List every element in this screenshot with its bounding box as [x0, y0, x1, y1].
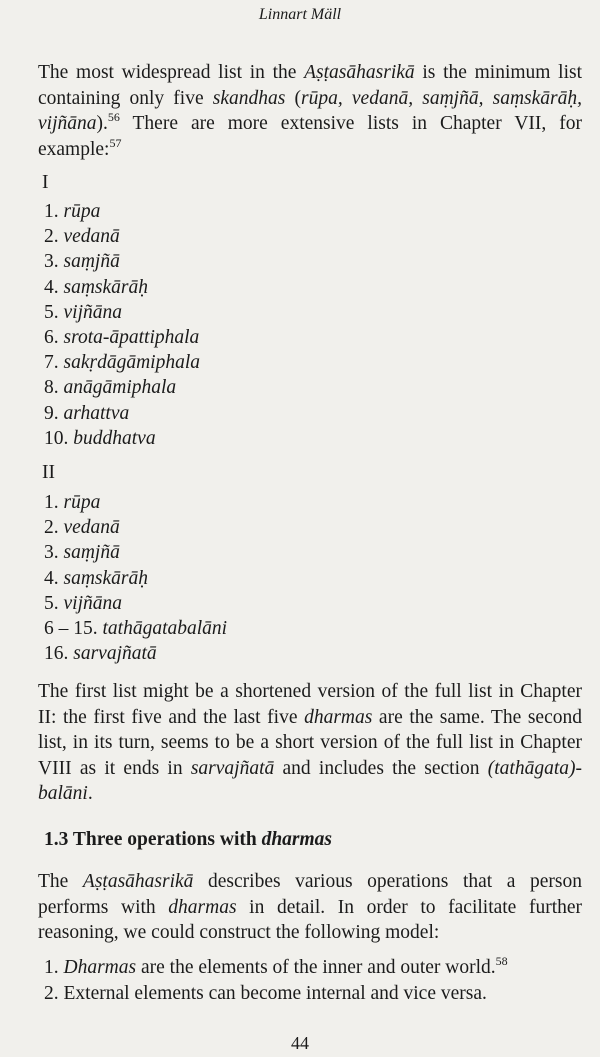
operations-term-dharmas: dharmas: [168, 896, 237, 918]
intro-text-4: ).: [96, 113, 108, 134]
list-item-term: rūpa: [63, 201, 101, 222]
list-item: [44, 515, 227, 540]
list-item-number: 3.: [44, 542, 64, 564]
list-item-term: saṃjñā: [63, 251, 120, 273]
list-item: [44, 224, 200, 249]
list-item: [44, 249, 200, 274]
list-item-number: 5.: [44, 592, 64, 614]
list-item-number: 8.: [44, 377, 64, 399]
list-two-heading: II: [42, 462, 55, 483]
list-item-number: 1.: [44, 492, 64, 513]
operations-paragraph: [38, 869, 582, 946]
footnote-ref-56: 56: [107, 110, 120, 124]
list-item-number: 7.: [44, 352, 64, 374]
list-item-term: tathāgatabalāni: [102, 617, 228, 639]
list-two: [44, 490, 227, 666]
list-item-term: sakṛdāgāmiphala: [63, 352, 200, 374]
list-item: [44, 591, 227, 616]
list-item-number: 6 – 15.: [44, 617, 103, 639]
comparison-paragraph: [38, 679, 582, 807]
list-item-number: 5.: [44, 301, 64, 323]
list-item-number: 6.: [44, 326, 64, 348]
list-item: [44, 641, 227, 666]
list-one: [44, 199, 200, 451]
list-item: [44, 350, 200, 375]
list-item: [44, 199, 200, 224]
list-item: [44, 325, 200, 350]
comparison-text-2: are the same. The second list, in its turn, seems to be a short version of the full list in Chapter VIII as it ends in: [38, 706, 582, 779]
comparison-text-3: and includes the section: [274, 757, 488, 779]
running-head: Linnart Mäll: [258, 6, 342, 23]
list-item-term: vedanā: [63, 226, 120, 248]
list-item: [44, 275, 200, 300]
intro-text-2: is the minimum list containing only five: [38, 62, 583, 109]
list-item: [44, 616, 227, 641]
comparison-term-balani: (tathāgata)-balāni: [38, 757, 582, 804]
intro-text-3: (: [285, 87, 302, 109]
list-item-number: 4.: [44, 567, 64, 589]
intro-term-skandha-list: rūpa, vedanā, saṃjñā, saṃskārāḥ, vijñāna: [38, 87, 582, 134]
list-item-number: 9.: [44, 402, 64, 424]
footnote-ref-58: 58: [495, 954, 508, 968]
model-item-text: 2. External elements can become internal and vice versa.: [44, 982, 487, 1004]
list-item-number: 3.: [44, 251, 64, 273]
list-item: [44, 540, 227, 565]
intro-term-astasahasrika: Aṣṭasāhasrikā: [304, 62, 415, 83]
comparison-text-1: The first list might be a shortened version of the full list in Chapter II: the first five and the last five: [38, 681, 582, 728]
list-item: [44, 490, 227, 515]
list-item-term: saṃskārāḥ: [63, 276, 149, 298]
list-item-term: arhattva: [63, 402, 130, 424]
intro-text-5: There are more extensive lists in Chapter VII, for example:: [38, 113, 582, 160]
list-item-number: 2.: [44, 517, 64, 539]
operations-text-3: in detail. In order to facilitate further reasoning, we could construct the following model:: [38, 896, 583, 943]
list-item-term: srota-āpattiphala: [63, 326, 200, 348]
list-item-term: vedanā: [63, 517, 120, 539]
list-item-term: sarvajñatā: [73, 643, 157, 665]
model-item-number: 1.: [44, 957, 64, 978]
comparison-term-dharmas: dharmas: [304, 706, 373, 728]
model-item-text: are the elements of the inner and outer world.: [136, 957, 496, 978]
comparison-text-4: .: [87, 783, 93, 804]
model-item: [44, 955, 508, 981]
section-title-term: dharmas: [261, 829, 333, 850]
intro-term-skandhas: skandhas: [212, 87, 286, 109]
list-item-term: buddhatva: [73, 427, 156, 449]
section-title: 1.3 Three operations with: [44, 829, 262, 850]
list-item-number: 1.: [44, 201, 64, 222]
list-item: [44, 566, 227, 591]
model-list: [44, 955, 508, 1006]
page-number: 44: [291, 1033, 309, 1053]
list-item-number: 4.: [44, 276, 64, 298]
section-heading: [44, 829, 332, 851]
list-item-number: 16.: [44, 643, 74, 665]
operations-term-astasahasrika: Aṣṭasāhasrikā: [82, 871, 194, 892]
operations-text-1: The: [38, 871, 83, 892]
footnote-ref-57: 57: [109, 135, 122, 150]
list-item-term: anāgāmiphala: [63, 377, 177, 399]
list-item-term: vijñāna: [63, 592, 122, 614]
list-item-term: saṃjñā: [63, 542, 120, 564]
list-item-number: 2.: [44, 226, 64, 248]
list-item: [44, 401, 200, 426]
comparison-term-sarvajnata: sarvajñatā: [190, 757, 275, 779]
list-item-term: vijñāna: [63, 301, 122, 323]
intro-text-1: The most widespread list in the: [38, 62, 305, 83]
list-item-number: 10.: [44, 427, 74, 449]
model-item-term: Dharmas: [63, 957, 137, 978]
list-item-term: rūpa: [63, 492, 101, 513]
list-one-heading: I: [42, 172, 49, 193]
intro-paragraph: [38, 60, 582, 162]
list-item: [44, 375, 200, 400]
model-item: [44, 981, 508, 1007]
operations-text-2: describes various operations that a person performs with: [38, 871, 582, 918]
list-item: [44, 300, 200, 325]
list-item: [44, 426, 200, 451]
list-item-term: saṃskārāḥ: [63, 567, 149, 589]
